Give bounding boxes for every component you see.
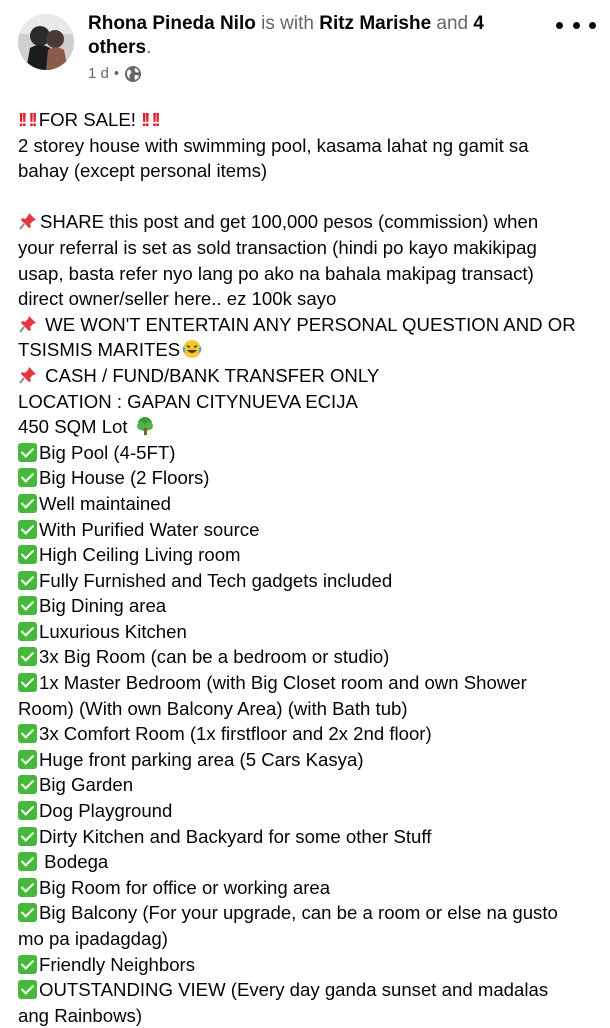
- text-line: 2 storey house with swimming pool, kasama lahat ng gamit sa: [18, 134, 529, 156]
- title-line: [18, 107, 603, 133]
- feature-text: Big Room for office or working area: [39, 876, 331, 898]
- more-options-icon[interactable]: [556, 14, 596, 36]
- feature-list-item: [18, 644, 603, 670]
- feature-list-item: [18, 772, 603, 798]
- check-mark-icon: [18, 903, 37, 922]
- author-line: [88, 12, 528, 60]
- feature-list-item: [18, 440, 603, 466]
- feature-list-item: [18, 1003, 603, 1028]
- check-mark-icon: [18, 647, 37, 666]
- feature-list-item: [18, 491, 603, 517]
- check-mark-icon: [18, 955, 37, 974]
- feature-text: High Ceiling Living room: [39, 544, 241, 566]
- feature-list-item: [18, 926, 603, 952]
- feature-text: Room) (With own Balcony Area) (with Bath tub): [18, 697, 408, 719]
- warning-line-2: [18, 337, 603, 363]
- feature-text: Fully Furnished and Tech gadgets included: [39, 569, 393, 591]
- cash-line: [18, 363, 603, 389]
- pushpin-icon: [18, 365, 38, 385]
- check-mark-icon: [18, 673, 37, 692]
- check-mark-icon: [18, 520, 37, 539]
- check-mark-icon: [18, 878, 37, 897]
- check-mark-icon: [18, 827, 37, 846]
- feature-list-item: [18, 824, 603, 850]
- meta-separator: •: [113, 65, 120, 82]
- feature-text: With Purified Water source: [39, 518, 260, 540]
- feature-text: ang Rainbows): [18, 1004, 143, 1026]
- check-mark-icon: [18, 571, 37, 590]
- feature-list-item: [18, 900, 603, 926]
- check-mark-icon: [18, 443, 37, 462]
- double-exclamation-icon: !!: [141, 109, 148, 130]
- author-line-period: .: [146, 37, 152, 58]
- feature-text: 1x Master Bedroom (with Big Closet room and own Shower: [39, 672, 527, 694]
- feature-text: Dirty Kitchen and Backyard for some other Stuff: [39, 825, 432, 847]
- feature-list-item: [18, 465, 603, 491]
- post-title: FOR SALE!: [38, 109, 136, 130]
- feature-list-item: [18, 952, 603, 978]
- feature-text: 3x Big Room (can be a bedroom or studio): [39, 646, 390, 668]
- cash-text: CASH / FUND/BANK TRANSFER ONLY: [40, 364, 380, 386]
- feature-text: OUTSTANDING VIEW (Every day ganda sunset and madalas: [39, 979, 549, 1001]
- text-line: direct owner/seller here.. ez 100k sayo: [18, 288, 337, 310]
- post-meta: [88, 64, 142, 84]
- feature-text: Big House (2 Floors): [39, 467, 210, 489]
- feature-text: Friendly Neighbors: [39, 953, 196, 975]
- location-line: LOCATION : GAPAN CITYNUEVA ECIJA: [18, 390, 358, 412]
- feature-list-item: [18, 721, 603, 747]
- warning-text: WE WON'T ENTERTAIN ANY PERSONAL QUESTION AND OR: [40, 313, 576, 335]
- feature-list-item: [18, 875, 603, 901]
- feature-list-item: [18, 798, 603, 824]
- feature-text: Big Dining area: [39, 595, 167, 617]
- check-mark-icon: [18, 980, 37, 999]
- double-exclamation-icon: !!: [28, 109, 35, 130]
- check-mark-icon: [18, 494, 37, 513]
- feature-list-item: [18, 747, 603, 773]
- double-exclamation-icon: !!: [18, 109, 25, 130]
- check-mark-icon: [18, 775, 37, 794]
- feature-text: Huge front parking area (5 Cars Kasya): [39, 748, 364, 770]
- text-line: usap, basta refer nyo lang po ako na bahala makipag transact): [18, 262, 534, 284]
- feature-text: Luxurious Kitchen: [39, 620, 187, 642]
- share-text: SHARE this post and get 100,000 pesos (commission) when: [40, 211, 539, 233]
- others-link[interactable]: 4 others: [88, 13, 484, 58]
- tree-emoji-icon: [135, 416, 155, 436]
- check-mark-icon: [18, 545, 37, 564]
- with-text: is with: [261, 13, 314, 34]
- and-text: and: [436, 13, 469, 34]
- laughing-emoji-icon: [182, 339, 202, 359]
- double-exclamation-icon: !!: [151, 109, 158, 130]
- post-header: [0, 0, 610, 92]
- tagged-name[interactable]: Ritz Marishe: [319, 13, 432, 34]
- check-mark-icon: [18, 724, 37, 743]
- avatar[interactable]: [18, 14, 74, 70]
- feature-list-item: [18, 849, 603, 875]
- check-mark-icon: [18, 750, 37, 769]
- text-line: your referral is set as sold transaction (hindi po kayo makikipag: [18, 236, 537, 258]
- feature-list-item: [18, 568, 603, 594]
- post-time[interactable]: 1 d: [88, 65, 109, 82]
- feature-text: Big Balcony (For your upgrade, can be a room or else na gusto: [39, 902, 558, 924]
- check-mark-icon: [18, 801, 37, 820]
- lot-text: 450 SQM Lot: [18, 416, 128, 438]
- feature-text: Well maintained: [39, 492, 171, 514]
- feature-list-item: [18, 542, 603, 568]
- pushpin-icon: [18, 314, 38, 334]
- feature-text: Big Pool (4-5FT): [39, 441, 176, 463]
- feature-list-item: [18, 517, 603, 543]
- feature-text: 3x Comfort Room (1x firstfloor and 2x 2nd floor): [39, 723, 432, 745]
- post-body: [18, 107, 603, 1028]
- check-mark-icon: [18, 852, 37, 871]
- check-mark-icon: [18, 622, 37, 641]
- text-line: bahay (except personal items): [18, 160, 268, 182]
- feature-text: mo pa ipadagdag): [18, 928, 168, 949]
- feature-list-item: [18, 670, 603, 696]
- feature-list-item: [18, 619, 603, 645]
- feature-list-item: [18, 977, 603, 1003]
- warning-line: [18, 312, 603, 338]
- feature-list-item: [18, 593, 603, 619]
- feature-text: Bodega: [39, 851, 109, 873]
- warning-text: TSISMIS MARITES: [18, 339, 181, 361]
- author-name[interactable]: Rhona Pineda Nilo: [88, 13, 256, 34]
- feature-text: Dog Playground: [39, 800, 173, 822]
- pushpin-icon: [18, 211, 38, 231]
- feature-text: Big Garden: [39, 774, 134, 796]
- globe-icon[interactable]: [124, 65, 142, 83]
- check-mark-icon: [18, 596, 37, 615]
- feature-list-item: [18, 696, 603, 722]
- share-line: [18, 209, 603, 235]
- lot-line: [18, 414, 603, 440]
- feature-list: [18, 440, 603, 1028]
- check-mark-icon: [18, 468, 37, 487]
